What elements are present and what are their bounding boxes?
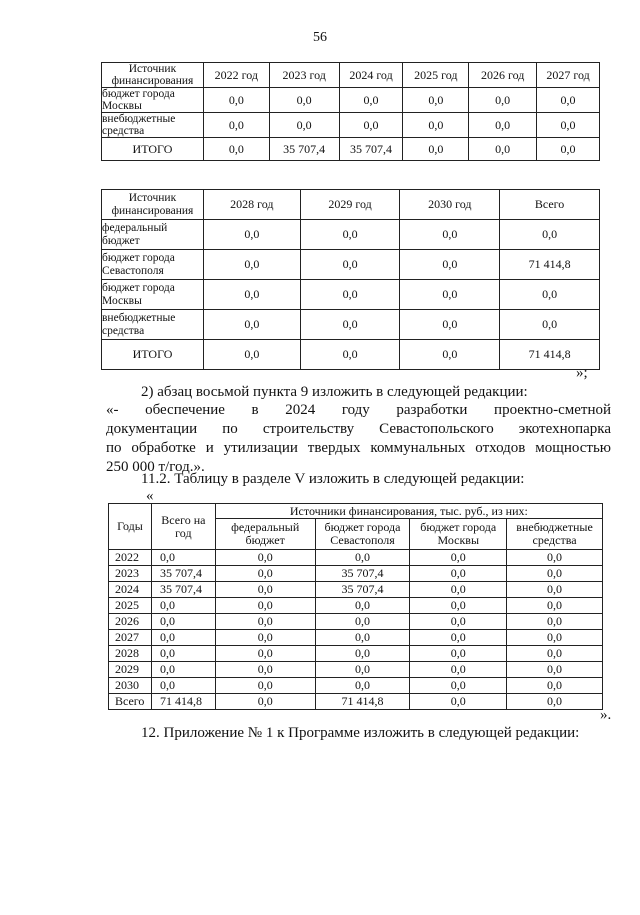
- table-row: [109, 614, 603, 630]
- source-cell: бюджет города Севастополя: [102, 250, 204, 280]
- value-cell: 0,0: [469, 138, 537, 161]
- paragraph: 11.2. Таблицу в разделе V изложить в следующей редакции:: [141, 471, 525, 487]
- header-cell: Всего: [500, 190, 600, 220]
- value-cell: 0,0: [500, 310, 600, 340]
- value-cell: 0,0: [151, 598, 215, 614]
- value-cell: 0,0: [315, 598, 410, 614]
- table-header-row: [102, 190, 600, 220]
- value-cell: 0,0: [151, 646, 215, 662]
- value-cell: 0,0: [339, 88, 403, 113]
- year-cell: 2030: [109, 678, 152, 694]
- value-cell: 0,0: [410, 694, 507, 710]
- value-cell: 0,0: [203, 220, 300, 250]
- value-cell: 0,0: [403, 113, 469, 138]
- header-cell: 2029 год: [300, 190, 400, 220]
- value-cell: 0,0: [507, 678, 603, 694]
- value-cell: 0,0: [507, 662, 603, 678]
- header-cell: Источник финансирования: [102, 190, 204, 220]
- value-cell: 0,0: [215, 598, 315, 614]
- header-cell: 2022 год: [203, 63, 269, 88]
- header-cell: внебюджетные средства: [507, 519, 603, 550]
- value-cell: 0,0: [315, 630, 410, 646]
- table-row-total: [102, 138, 600, 161]
- value-cell: 0,0: [507, 598, 603, 614]
- value-cell: 0,0: [403, 138, 469, 161]
- table-row-total: [102, 340, 600, 370]
- value-cell: 0,0: [215, 582, 315, 598]
- value-cell: 35 707,4: [315, 566, 410, 582]
- value-cell: 0,0: [537, 138, 600, 161]
- source-cell: федеральный бюджет: [102, 220, 204, 250]
- value-cell: 0,0: [315, 678, 410, 694]
- paragraph: 12. Приложение № 1 к Программе изложить в следующей редакции:: [141, 725, 580, 741]
- value-cell: 0,0: [215, 566, 315, 582]
- table-row: [109, 582, 603, 598]
- value-cell: 0,0: [315, 550, 410, 566]
- value-cell: 0,0: [507, 630, 603, 646]
- table-row: [102, 220, 600, 250]
- closing-quote: »;: [576, 365, 588, 381]
- closing-quote: ».: [600, 707, 612, 723]
- value-cell: 71 414,8: [500, 340, 600, 370]
- value-cell: 35 707,4: [269, 138, 339, 161]
- value-cell: 0,0: [507, 550, 603, 566]
- header-cell: 2030 год: [400, 190, 500, 220]
- paragraph: 250 000 т/год.».: [106, 459, 205, 475]
- value-cell: 0,0: [507, 582, 603, 598]
- value-cell: 0,0: [203, 340, 300, 370]
- header-cell: федеральный бюджет: [215, 519, 315, 550]
- header-cell: бюджет города Севастополя: [315, 519, 410, 550]
- value-cell: 0,0: [300, 280, 400, 310]
- value-cell: 0,0: [315, 646, 410, 662]
- value-cell: 0,0: [151, 678, 215, 694]
- year-cell: 2023: [109, 566, 152, 582]
- paragraph: «- обеспечение в 2024 году разработки проектно-сметной: [106, 402, 611, 418]
- value-cell: 0,0: [203, 138, 269, 161]
- table-row: [109, 598, 603, 614]
- value-cell: 0,0: [203, 250, 300, 280]
- value-cell: 0,0: [300, 310, 400, 340]
- header-cell: 2024 год: [339, 63, 403, 88]
- header-cell: Источник финансирования: [102, 63, 204, 88]
- value-cell: 0,0: [151, 630, 215, 646]
- year-cell: 2029: [109, 662, 152, 678]
- table-header-row: [109, 504, 603, 519]
- total-label-cell: ИТОГО: [102, 340, 204, 370]
- year-cell: 2027: [109, 630, 152, 646]
- year-cell: 2022: [109, 550, 152, 566]
- value-cell: 0,0: [269, 113, 339, 138]
- value-cell: 35 707,4: [151, 566, 215, 582]
- opening-quote: «: [146, 488, 154, 504]
- value-cell: 0,0: [215, 630, 315, 646]
- value-cell: 0,0: [151, 614, 215, 630]
- table-row: [109, 550, 603, 566]
- source-cell: внебюджетные средства: [102, 113, 204, 138]
- value-cell: 0,0: [410, 662, 507, 678]
- value-cell: 35 707,4: [339, 138, 403, 161]
- value-cell: 0,0: [410, 566, 507, 582]
- header-cell: 2023 год: [269, 63, 339, 88]
- year-cell: 2025: [109, 598, 152, 614]
- table-row: [109, 630, 603, 646]
- total-label-cell: ИТОГО: [102, 138, 204, 161]
- value-cell: 0,0: [151, 550, 215, 566]
- table-row: [102, 310, 600, 340]
- value-cell: 0,0: [507, 646, 603, 662]
- paragraph: 2) абзац восьмой пункта 9 изложить в следующей редакции:: [141, 384, 528, 400]
- value-cell: 0,0: [300, 250, 400, 280]
- value-cell: 0,0: [315, 614, 410, 630]
- header-cell: 2028 год: [203, 190, 300, 220]
- value-cell: 0,0: [300, 340, 400, 370]
- paragraph: документации по строительству Севастопольского экотехнопарка: [106, 421, 611, 437]
- value-cell: 0,0: [469, 88, 537, 113]
- value-cell: 0,0: [400, 250, 500, 280]
- table-header-row: [102, 63, 600, 88]
- header-cell: 2027 год: [537, 63, 600, 88]
- value-cell: 0,0: [203, 113, 269, 138]
- year-cell: 2028: [109, 646, 152, 662]
- funding-by-year-table: [108, 503, 603, 710]
- value-cell: 0,0: [400, 280, 500, 310]
- value-cell: 0,0: [400, 220, 500, 250]
- table-row: [109, 646, 603, 662]
- year-cell: 2024: [109, 582, 152, 598]
- header-cell: Всего на год: [151, 504, 215, 550]
- page-number: 56: [313, 30, 327, 45]
- source-cell: бюджет города Москвы: [102, 88, 204, 113]
- value-cell: 0,0: [507, 694, 603, 710]
- value-cell: 0,0: [315, 662, 410, 678]
- table-row: [102, 250, 600, 280]
- value-cell: 0,0: [215, 678, 315, 694]
- value-cell: 0,0: [410, 630, 507, 646]
- source-cell: бюджет города Москвы: [102, 280, 204, 310]
- value-cell: 0,0: [215, 662, 315, 678]
- value-cell: 0,0: [507, 614, 603, 630]
- value-cell: 0,0: [203, 280, 300, 310]
- value-cell: 0,0: [339, 113, 403, 138]
- funding-table-2022-2027: [101, 62, 600, 161]
- value-cell: 0,0: [215, 614, 315, 630]
- table-row: [109, 662, 603, 678]
- year-cell: Всего: [109, 694, 152, 710]
- value-cell: 71 414,8: [151, 694, 215, 710]
- table-row: [102, 113, 600, 138]
- value-cell: 0,0: [500, 220, 600, 250]
- table-row: [109, 566, 603, 582]
- header-cell: 2026 год: [469, 63, 537, 88]
- value-cell: 0,0: [500, 280, 600, 310]
- table-row: [102, 88, 600, 113]
- value-cell: 0,0: [410, 646, 507, 662]
- value-cell: 0,0: [537, 88, 600, 113]
- year-cell: 2026: [109, 614, 152, 630]
- header-group-cell: Источники финансирования, тыс. руб., из них:: [215, 504, 602, 519]
- header-cell: Годы: [109, 504, 152, 550]
- value-cell: 0,0: [410, 582, 507, 598]
- value-cell: 0,0: [215, 550, 315, 566]
- value-cell: 0,0: [215, 646, 315, 662]
- value-cell: 0,0: [400, 340, 500, 370]
- value-cell: 0,0: [410, 598, 507, 614]
- value-cell: 35 707,4: [151, 582, 215, 598]
- value-cell: 35 707,4: [315, 582, 410, 598]
- value-cell: 71 414,8: [315, 694, 410, 710]
- value-cell: 0,0: [203, 88, 269, 113]
- value-cell: 71 414,8: [500, 250, 600, 280]
- value-cell: 0,0: [300, 220, 400, 250]
- source-cell: внебюджетные средства: [102, 310, 204, 340]
- value-cell: 0,0: [151, 662, 215, 678]
- value-cell: 0,0: [269, 88, 339, 113]
- value-cell: 0,0: [469, 113, 537, 138]
- table-row: [102, 280, 600, 310]
- value-cell: 0,0: [403, 88, 469, 113]
- header-cell: 2025 год: [403, 63, 469, 88]
- table-row: [109, 678, 603, 694]
- value-cell: 0,0: [410, 678, 507, 694]
- value-cell: 0,0: [203, 310, 300, 340]
- value-cell: 0,0: [400, 310, 500, 340]
- value-cell: 0,0: [410, 614, 507, 630]
- funding-table-2028-2030: [101, 189, 600, 370]
- value-cell: 0,0: [537, 113, 600, 138]
- value-cell: 0,0: [507, 566, 603, 582]
- table-row-total: [109, 694, 603, 710]
- header-cell: бюджет города Москвы: [410, 519, 507, 550]
- value-cell: 0,0: [410, 550, 507, 566]
- paragraph: по обработке и утилизации твердых коммунальных отходов мощностью: [106, 440, 611, 456]
- value-cell: 0,0: [215, 694, 315, 710]
